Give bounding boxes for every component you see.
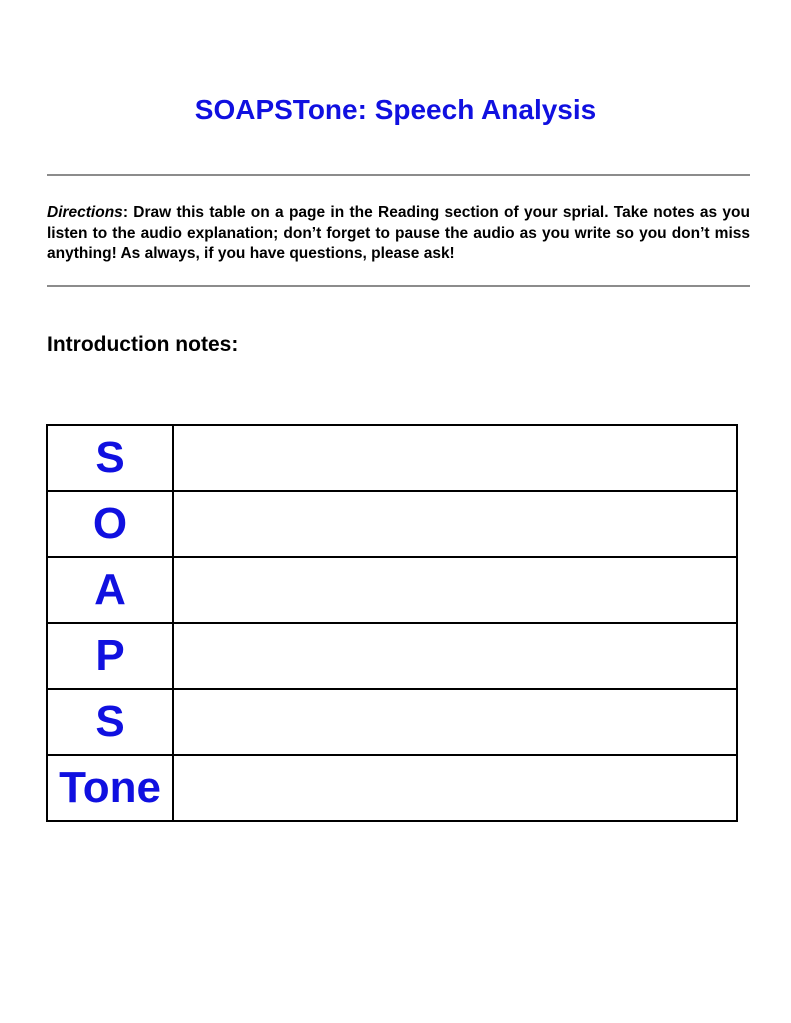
row-letter-purpose: P: [47, 623, 173, 689]
table-row: [47, 491, 737, 557]
notes-cell[interactable]: [173, 425, 737, 491]
directions-paragraph: [47, 203, 750, 265]
row-letter-subject: S: [47, 689, 173, 755]
bottom-divider: [47, 285, 750, 287]
table-row: [47, 689, 737, 755]
notes-cell[interactable]: [173, 491, 737, 557]
table-row: [47, 623, 737, 689]
row-letter-audience: A: [47, 557, 173, 623]
row-letter-speaker: S: [47, 425, 173, 491]
page-title: SOAPSTone: Speech Analysis: [194, 94, 597, 125]
row-letter-occasion: O: [47, 491, 173, 557]
directions-text: : Draw this table on a page in the Reading section of your sprial. Take notes as you listen to the audio explanation; don’t forget to pause the audio as you write so you don’t miss anything! As always, if you have questions, please ask!: [47, 204, 750, 262]
notes-cell[interactable]: [173, 755, 737, 821]
notes-cell[interactable]: [173, 623, 737, 689]
notes-cell[interactable]: [173, 689, 737, 755]
soapstone-table: [46, 424, 738, 822]
row-letter-tone: Tone: [47, 755, 173, 821]
introduction-notes-heading: Introduction notes:: [47, 333, 239, 356]
table-row: [47, 425, 737, 491]
notes-cell[interactable]: [173, 557, 737, 623]
table-row: [47, 755, 737, 821]
directions-label: Directions: [47, 204, 123, 221]
top-divider: [47, 174, 750, 176]
table-row: [47, 557, 737, 623]
